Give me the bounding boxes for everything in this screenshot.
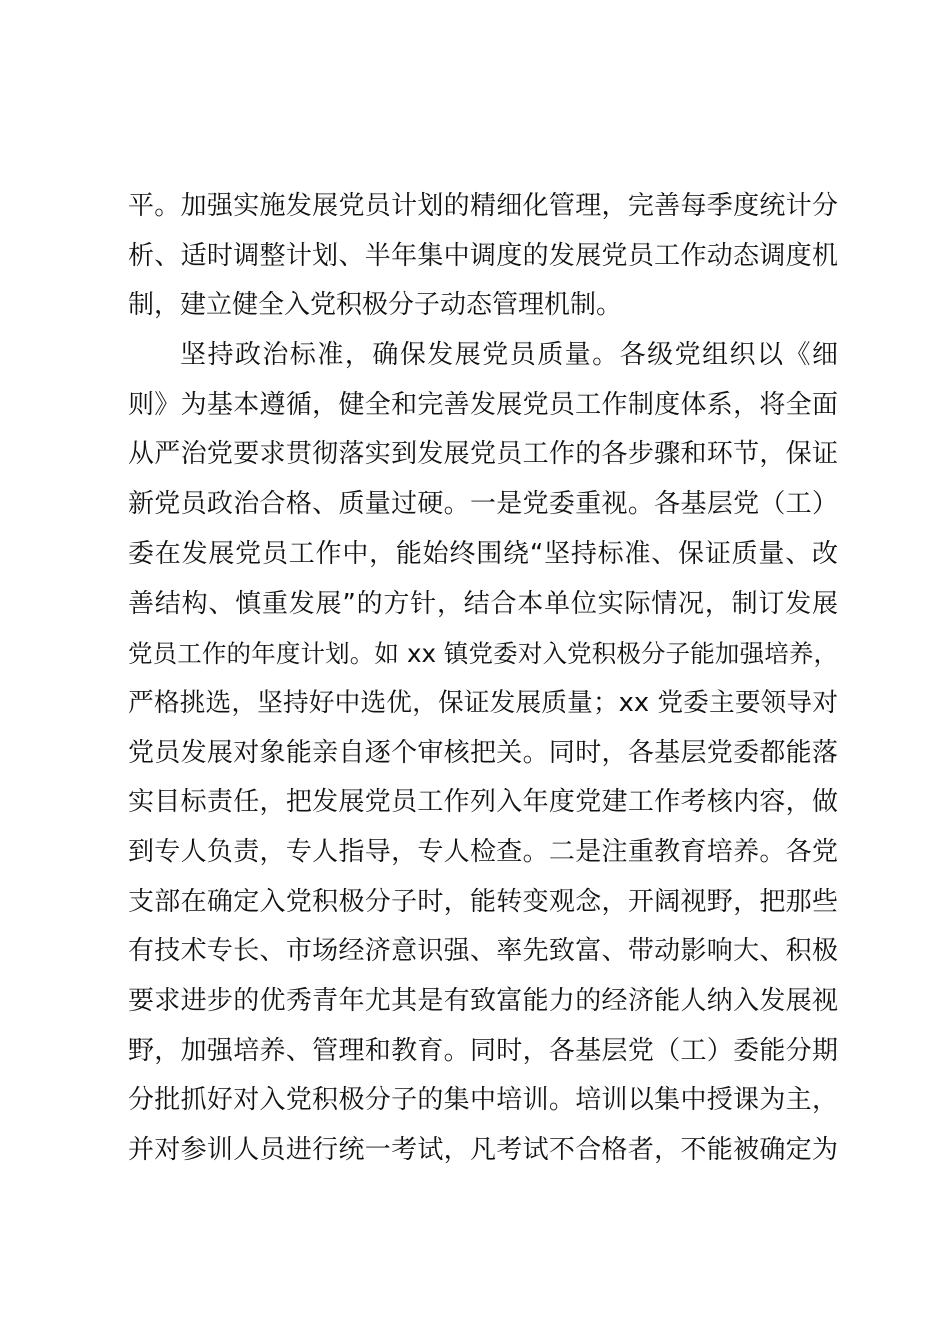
text-line: 平。加强实施发展党员计划的精细化管理，完善每季度统计分: [128, 191, 838, 221]
text-line: 要求进步的优秀青年尤其是有致富能力的经济能人纳入发展视: [128, 986, 838, 1016]
text-line: 坚持政治标准，确保发展党员质量。各级党组织以《细: [180, 340, 838, 371]
text-line: 从严治党要求贯彻落实到发展党员工作的各步骤和环节，保证: [128, 439, 838, 470]
text-line: 党员发展对象能亲自逐个审核把关。同时，各基层党委都能落: [128, 737, 838, 768]
text-line: 分批抓好对入党积极分子的集中培训。培训以集中授课为主，: [128, 1085, 838, 1116]
text-line: 党员工作的年度计划。如 xx 镇党委对入党积极分子能加强培养，: [128, 639, 838, 669]
text-line: 支部在确定入党积极分子时，能转变观念，开阔视野，把那些: [128, 886, 838, 917]
text-line: 有技术专长、市场经济意识强、率先致富、带动影响大、积极: [128, 936, 838, 967]
text-line: 则》为基本遵循，健全和完善发展党员工作制度体系，将全面: [128, 389, 838, 420]
text-line: 委在发展党员工作中，能始终围绕“坚持标准、保证质量、改: [128, 538, 838, 569]
text-line: 严格挑选，坚持好中选优，保证发展质量；xx 党委主要领导对: [128, 687, 838, 718]
text-line: 到专人负责，专人指导，专人检查。二是注重教育培养。各党: [128, 836, 838, 867]
text-line: 制，建立健全入党积极分子动态管理机制。: [128, 290, 623, 321]
text-line: 析、适时调整计划、半年集中调度的发展党员工作动态调度机: [128, 240, 838, 271]
text-line: 并对参训人员进行统一考试，凡考试不合格者，不能被确定为: [128, 1135, 838, 1166]
text-line: 野，加强培养、管理和教育。同时，各基层党（工）委能分期: [128, 1035, 838, 1066]
text-line: 新党员政治合格、质量过硬。一是党委重视。各基层党（工）: [128, 489, 838, 520]
body-text: [128, 182, 838, 1176]
text-line: 实目标责任，把发展党员工作列入年度党建工作考核内容，做: [128, 787, 838, 818]
paragraph-2: [128, 331, 838, 1176]
paragraph-1: [128, 182, 838, 331]
text-line: 善结构、慎重发展”的方针，结合本单位实际情况，制订发展: [128, 588, 838, 619]
